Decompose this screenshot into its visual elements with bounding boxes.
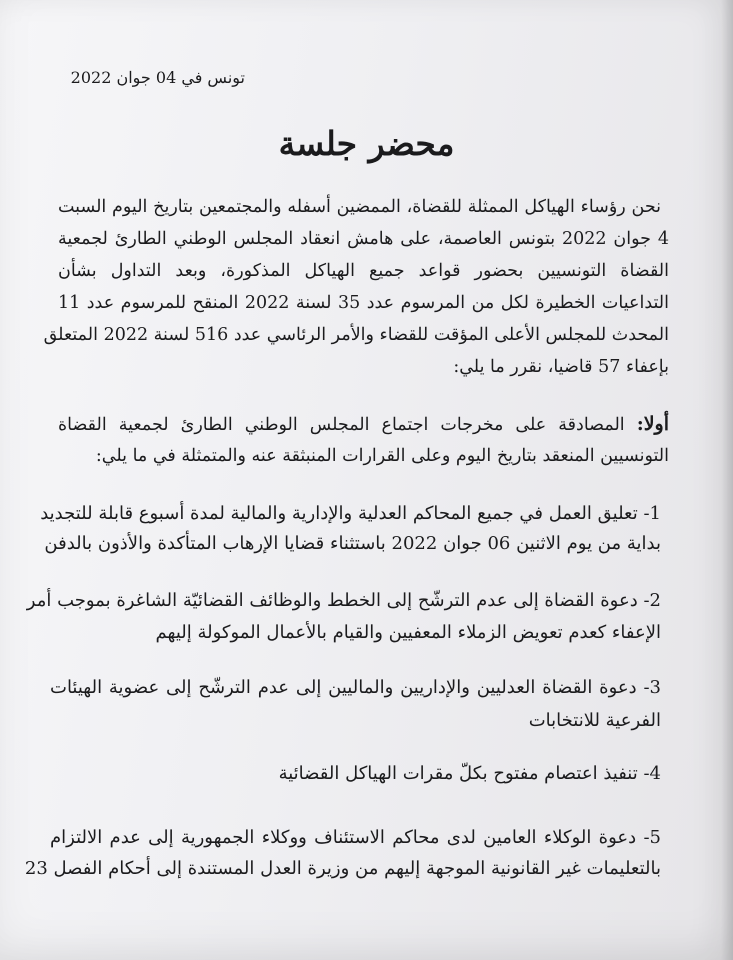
first-label: أولا: (636, 413, 669, 435)
item-4-line-1: 4- تنفيذ اعتصام مفتوح بكلّ مقرات الهياكل القضائية (278, 763, 661, 784)
item-3-line-2: الفرعية للانتخابات (528, 710, 661, 731)
first-decision-line-2: التونسيين المنعقد بتاريخ اليوم وعلى القرارات المنبثقة عنه والمتمثلة في ما يلي: (95, 446, 669, 466)
intro-line-1: نحن رؤساء الهياكل الممثلة للقضاة، الممضين أسفله والمجتمعين بتاريخ اليوم السبت (58, 197, 661, 217)
first-decision-line-1 (58, 413, 669, 435)
item-1-line-1: 1- تعليق العمل في جميع المحاكم العدلية والإدارية والمالية لمدة أسبوع قابلة للتجديد (40, 503, 661, 524)
item-5-line-2: بالتعليمات غير القانونية الموجهة إليهم من وزيرة العدل المستندة إلى أحكام الفصل 23 (24, 858, 661, 879)
intro-line-6: بإعفاء 57 قاضيا، نقرر ما يلي: (453, 357, 669, 377)
intro-line-3: القضاة التونسيين بحضور قواعد جميع الهياكل المذكورة، وبعد التداول بشأن (58, 261, 669, 281)
intro-line-5: المحدث للمجلس الأعلى المؤقت للقضاء والأمر الرئاسي عدد 516 لسنة 2022 المتعلق (43, 325, 669, 345)
item-5-line-1: 5- دعوة الوكلاء العامين لدى محاكم الاستئناف ووكلاء الجمهورية إلى عدم الالتزام (50, 827, 661, 848)
document-title: محضر جلسة (278, 124, 455, 163)
item-2-line-2: الإعفاء كعدم تعويض الزملاء المعفيين والقيام بالأعمال الموكولة إليهم (155, 622, 661, 643)
item-2-line-1: 2- دعوة القضاة إلى عدم الترشّح إلى الخطط والوظائف القضائيّة الشاغرة بموجب أمر (26, 590, 661, 611)
intro-line-2: 4 جوان 2022 بتونس العاصمة، على هامش انعقاد المجلس الوطني الطارئ لجمعية (58, 229, 669, 249)
intro-line-4: التداعيات الخطيرة لكل من المرسوم عدد 35 لسنة 2022 المنقح للمرسوم عدد 11 (58, 293, 669, 313)
date-line: تونس في 04 جوان 2022 (70, 68, 245, 87)
first-line-rest: المصادقة على مخرجات اجتماع المجلس الوطني الطارئ لجمعية القضاة (58, 415, 637, 435)
item-1-line-2: بداية من يوم الاثنين 06 جوان 2022 باستثناء قضايا الإرهاب المتأكدة والأذون بالدفن (44, 533, 661, 554)
item-3-line-1: 3- دعوة القضاة العدليين والإداريين والماليين إلى عدم الترشّح إلى عضوية الهيئات (50, 677, 661, 698)
